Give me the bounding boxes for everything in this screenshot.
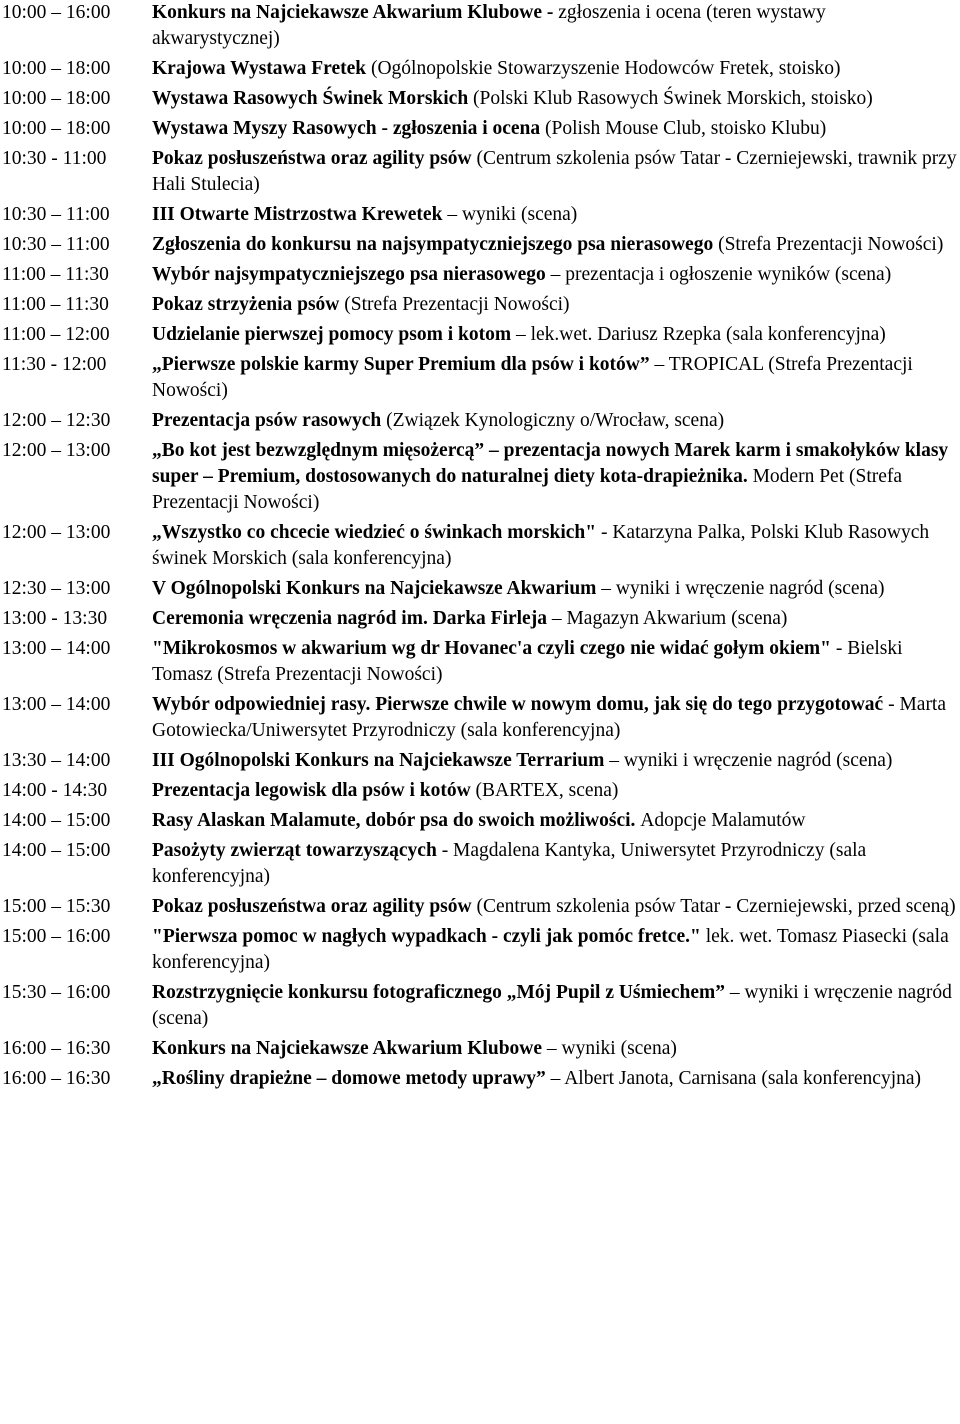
entry-title: "Mikrokosmos w akwarium wg dr Hovanec'a czyli czego nie widać gołym okiem" — [152, 638, 836, 659]
entry-time: 13:00 – 14:00 — [2, 638, 111, 659]
schedule-entry — [0, 1066, 960, 1092]
entry-title: Prezentacja legowisk dla psów i kotów — [152, 780, 476, 801]
schedule-entry — [0, 748, 960, 774]
entry-time: 12:00 – 13:00 — [2, 440, 111, 461]
schedule-entry — [0, 894, 960, 920]
entry-title: III Ogólnopolski Konkurs na Najciekawsze Terrarium — [152, 750, 610, 771]
schedule-entry — [0, 408, 960, 434]
entry-description — [152, 116, 960, 142]
entry-description — [152, 520, 960, 572]
entry-time: 10:30 – 11:00 — [2, 204, 110, 225]
entry-time: 13:00 – 14:00 — [2, 694, 111, 715]
schedule-entry — [0, 808, 960, 834]
schedule-entry — [0, 232, 960, 258]
entry-title: „Bo kot jest bezwzględnym mięsożercą” – prezentacja nowych Marek karm i smakołyków klasy super – Premium, dostosowanych do naturalnej diety kota-drapieżnika. — [152, 440, 949, 487]
schedule-entry — [0, 116, 960, 142]
entry-description — [152, 262, 960, 288]
entry-description — [152, 636, 960, 688]
entry-description — [152, 894, 960, 920]
entry-details: – wyniki i wręczenie nagród (scena) — [609, 750, 893, 771]
schedule-entry — [0, 576, 960, 602]
entry-time: 10:00 – 18:00 — [2, 118, 111, 139]
entry-title: V Ogólnopolski Konkurs na Najciekawsze Akwarium — [152, 578, 602, 599]
entry-description — [152, 924, 960, 976]
entry-title: III Otwarte Mistrzostwa Krewetek — [152, 204, 448, 225]
entry-description — [152, 1036, 960, 1062]
schedule-entry — [0, 778, 960, 804]
entry-details: (Strefa Prezentacji Nowości) — [718, 234, 944, 255]
entry-time: 12:00 – 12:30 — [2, 410, 111, 431]
entry-description — [152, 808, 960, 834]
schedule-entry — [0, 56, 960, 82]
entry-details: – wyniki (scena) — [546, 1038, 677, 1059]
entry-time: 13:00 - 13:30 — [2, 608, 108, 629]
entry-time: 14:00 – 15:00 — [2, 810, 111, 831]
entry-time: 10:30 – 11:00 — [2, 234, 110, 255]
schedule-entry — [0, 980, 960, 1032]
schedule-entry — [0, 606, 960, 632]
entry-title: Konkurs na Najciekawsze Akwarium Klubowe - — [152, 2, 559, 23]
entry-details: lek. wet. Tomasz Piasecki (sala konferencyjna) — [152, 926, 949, 973]
schedule-entry — [0, 924, 960, 976]
entry-time: 14:00 - 14:30 — [2, 780, 108, 801]
entry-details: (Związek Kynologiczny o/Wrocław, scena) — [386, 410, 725, 431]
entry-time: 11:00 – 11:30 — [2, 264, 109, 285]
entry-description — [152, 980, 960, 1032]
entry-time: 13:30 – 14:00 — [2, 750, 111, 771]
entry-title: "Pierwsza pomoc w nagłych wypadkach - czyli jak pomóc fretce." — [152, 926, 706, 947]
entry-time: 11:00 – 11:30 — [2, 294, 109, 315]
entry-title: Pokaz posłuszeństwa oraz agility psów — [152, 896, 477, 917]
entry-time: 10:00 – 18:00 — [2, 88, 111, 109]
entry-description — [152, 292, 960, 318]
schedule-entry — [0, 146, 960, 198]
entry-title: Pokaz strzyżenia psów — [152, 294, 345, 315]
schedule-entry — [0, 322, 960, 348]
entry-description — [152, 576, 960, 602]
entry-description — [152, 232, 960, 258]
schedule-entry — [0, 292, 960, 318]
entry-title: Pokaz posłuszeństwa oraz agility psów — [152, 148, 477, 169]
entry-details: – Magazyn Akwarium (scena) — [551, 608, 788, 629]
entry-description — [152, 778, 960, 804]
entry-title: Wystawa Rasowych Świnek Morskich — [152, 88, 474, 109]
entry-time: 16:00 – 16:30 — [2, 1068, 111, 1089]
entry-title: „Wszystko co chcecie wiedzieć o świnkach morskich" — [152, 522, 601, 543]
entry-time: 10:00 – 16:00 — [2, 2, 111, 23]
schedule-entry — [0, 1036, 960, 1062]
entry-details: - Magdalena Kantyka, Uniwersytet Przyrodniczy (sala konferencyjna) — [152, 840, 867, 887]
entry-description — [152, 86, 960, 112]
entry-details: Adopcje Malamutów — [640, 810, 806, 831]
entry-time: 16:00 – 16:30 — [2, 1038, 111, 1059]
entry-description — [152, 838, 960, 890]
entry-details: (Centrum szkolenia psów Tatar - Czerniejewski, przed sceną) — [476, 896, 956, 917]
entry-details: – wyniki i wręczenie nagród (scena) — [601, 578, 885, 599]
schedule-entry — [0, 86, 960, 112]
entry-title: Rozstrzygnięcie konkursu fotograficznego „Mój Pupil z Uśmiechem” — [152, 982, 730, 1003]
entry-description — [152, 748, 960, 774]
entry-time: 15:00 – 16:00 — [2, 926, 111, 947]
entry-title: Krajowa Wystawa Fretek — [152, 58, 371, 79]
entry-title: Udzielanie pierwszej pomocy psom i kotom — [152, 324, 516, 345]
entry-title: „Rośliny drapieżne – domowe metody uprawy” — [152, 1068, 551, 1089]
schedule-entry — [0, 520, 960, 572]
entry-description — [152, 146, 960, 198]
schedule-entry — [0, 838, 960, 890]
entry-details: - Katarzyna Palka, Polski Klub Rasowych świnek Morskich (sala konferencyjna) — [152, 522, 930, 569]
entry-details: – wyniki (scena) — [447, 204, 578, 225]
entry-title: Pasożyty zwierząt towarzyszących — [152, 840, 442, 861]
entry-details: (Polish Mouse Club, stoisko Klubu) — [545, 118, 827, 139]
schedule-entry — [0, 352, 960, 404]
entry-description — [152, 0, 960, 52]
entry-details: (BARTEX, scena) — [475, 780, 619, 801]
entry-time: 11:00 – 12:00 — [2, 324, 110, 345]
entry-details: Modern Pet (Strefa Prezentacji Nowości) — [152, 466, 903, 513]
entry-details: (Polski Klub Rasowych Świnek Morskich, stoisko) — [473, 88, 873, 109]
entry-time: 11:30 - 12:00 — [2, 354, 107, 375]
entry-title: Zgłoszenia do konkursu na najsympatyczniejszego psa nierasowego — [152, 234, 719, 255]
entry-title: „Pierwsze polskie karmy Super Premium dla psów i kotów” — [152, 354, 655, 375]
entry-description — [152, 408, 960, 434]
entry-details: – wyniki i wręczenie nagród (scena) — [152, 982, 952, 1029]
entry-description — [152, 322, 960, 348]
entry-details: (Centrum szkolenia psów Tatar - Czerniejewski, trawnik przy Hali Stulecia) — [152, 148, 957, 195]
entry-details: zgłoszenia i ocena (teren wystawy akwarystycznej) — [152, 2, 826, 49]
schedule-entry — [0, 202, 960, 228]
entry-time: 14:00 – 15:00 — [2, 840, 111, 861]
schedule-entry — [0, 692, 960, 744]
entry-title: Prezentacja psów rasowych — [152, 410, 387, 431]
schedule-entry — [0, 636, 960, 688]
entry-time: 12:00 – 13:00 — [2, 522, 111, 543]
schedule-entry — [0, 0, 960, 52]
entry-description — [152, 606, 960, 632]
schedule-entry — [0, 262, 960, 288]
entry-details: – prezentacja i ogłoszenie wyników (scena) — [550, 264, 892, 285]
entry-description — [152, 438, 960, 516]
entry-details: – Albert Janota, Carnisana (sala konferencyjna) — [550, 1068, 922, 1089]
entry-time: 15:30 – 16:00 — [2, 982, 111, 1003]
entry-details: – lek.wet. Dariusz Rzepka (sala konferencyjna) — [515, 324, 886, 345]
entry-description — [152, 352, 960, 404]
entry-title: Rasy Alaskan Malamute, dobór psa do swoich możliwości. — [152, 810, 641, 831]
entry-title: Wystawa Myszy Rasowych - zgłoszenia i ocena — [152, 118, 546, 139]
entry-time: 10:30 - 11:00 — [2, 148, 107, 169]
entry-details: (Strefa Prezentacji Nowości) — [344, 294, 570, 315]
entry-description — [152, 56, 960, 82]
entry-title: Wybór odpowiedniej rasy. Pierwsze chwile w nowym domu, jak się do tego przygotować — [152, 694, 889, 715]
schedule-entry — [0, 438, 960, 516]
entry-description — [152, 202, 960, 228]
entry-time: 10:00 – 18:00 — [2, 58, 111, 79]
entry-details: (Ogólnopolskie Stowarzyszenie Hodowców Fretek, stoisko) — [370, 58, 841, 79]
entry-title: Konkurs na Najciekawsze Akwarium Klubowe — [152, 1038, 547, 1059]
entry-description — [152, 692, 960, 744]
entry-details: - Bielski Tomasz (Strefa Prezentacji Nowości) — [152, 638, 903, 685]
entry-title: Ceremonia wręczenia nagród im. Darka Firleja — [152, 608, 552, 629]
entry-title: Wybór najsympatyczniejszego psa nierasowego — [152, 264, 551, 285]
entry-details: - Marta Gotowiecka/Uniwersytet Przyrodniczy (sala konferencyjna) — [152, 694, 947, 741]
entry-details: – TROPICAL (Strefa Prezentacji Nowości) — [152, 354, 913, 401]
entry-time: 12:30 – 13:00 — [2, 578, 111, 599]
entry-description — [152, 1066, 960, 1092]
entry-time: 15:00 – 15:30 — [2, 896, 111, 917]
